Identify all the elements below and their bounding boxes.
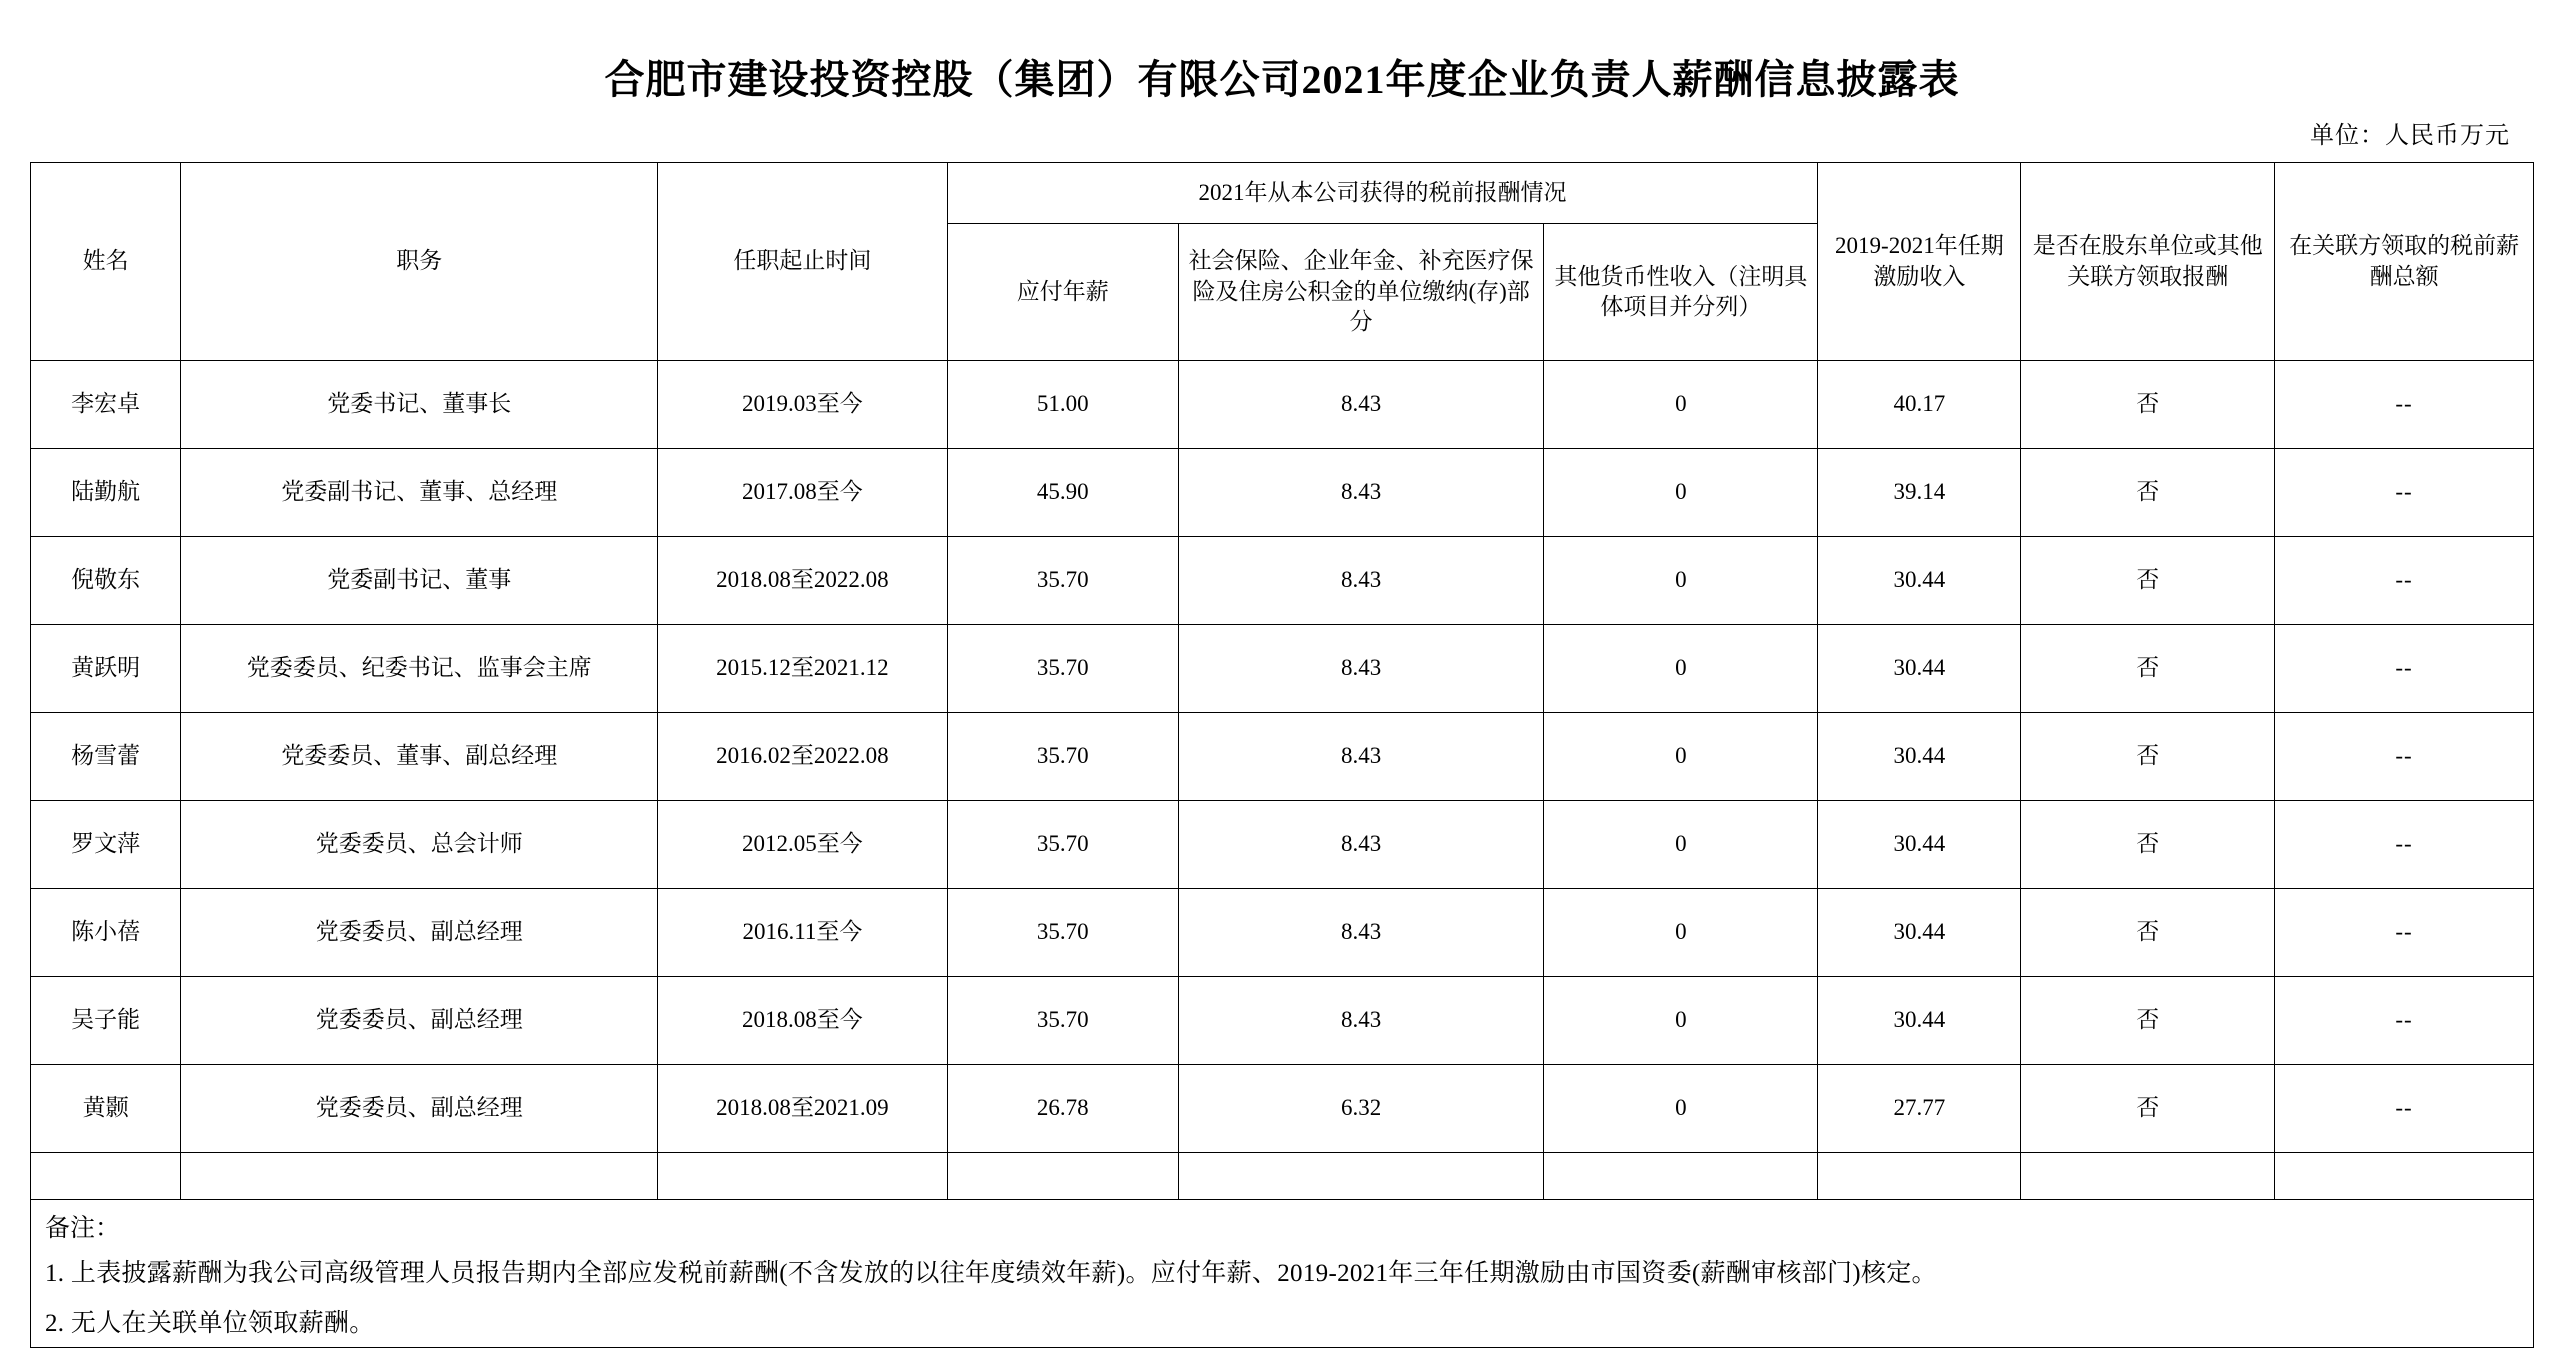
cell-name: 黄跃明	[31, 625, 181, 713]
column-header-tenure: 任职起止时间	[658, 163, 947, 361]
cell-term-incentive: 40.17	[1818, 361, 2021, 449]
cell-annual-salary: 51.00	[947, 361, 1178, 449]
cell-other-income: 0	[1544, 625, 1818, 713]
cell-blank	[31, 1153, 181, 1200]
cell-related-party-total: --	[2275, 625, 2534, 713]
cell-name: 陈小蓓	[31, 889, 181, 977]
cell-term-incentive: 27.77	[1818, 1065, 2021, 1153]
column-header-position: 职务	[181, 163, 658, 361]
note-item-2: 2. 无人在关联单位领取薪酬。	[45, 1310, 375, 1338]
column-header-insurance: 社会保险、企业年金、补充医疗保险及住房公积金的单位缴纳(存)部分	[1178, 224, 1543, 361]
cell-blank	[1818, 1153, 2021, 1200]
cell-insurance: 8.43	[1178, 625, 1543, 713]
cell-position: 党委委员、总会计师	[181, 801, 658, 889]
cell-insurance: 8.43	[1178, 889, 1543, 977]
cell-position: 党委委员、董事、副总经理	[181, 713, 658, 801]
cell-from-shareholder: 否	[2021, 625, 2275, 713]
cell-tenure: 2012.05至今	[658, 801, 947, 889]
cell-other-income: 0	[1544, 801, 1818, 889]
cell-annual-salary: 35.70	[947, 977, 1178, 1065]
cell-annual-salary: 35.70	[947, 537, 1178, 625]
cell-from-shareholder: 否	[2021, 977, 2275, 1065]
cell-from-shareholder: 否	[2021, 537, 2275, 625]
table-row	[31, 889, 2534, 977]
cell-position: 党委委员、副总经理	[181, 889, 658, 977]
cell-term-incentive: 30.44	[1818, 977, 2021, 1065]
cell-position: 党委副书记、董事、总经理	[181, 449, 658, 537]
cell-blank	[658, 1153, 947, 1200]
cell-term-incentive: 30.44	[1818, 537, 2021, 625]
column-header-related-party-total: 在关联方领取的税前薪酬总额	[2275, 163, 2534, 361]
cell-insurance: 8.43	[1178, 361, 1543, 449]
cell-other-income: 0	[1544, 449, 1818, 537]
cell-from-shareholder: 否	[2021, 801, 2275, 889]
table-row	[31, 361, 2534, 449]
table-header-row-1	[31, 163, 2534, 224]
table-row-spacer	[31, 1153, 2534, 1200]
table-row	[31, 625, 2534, 713]
cell-related-party-total: --	[2275, 801, 2534, 889]
cell-annual-salary: 35.70	[947, 625, 1178, 713]
cell-term-incentive: 30.44	[1818, 713, 2021, 801]
cell-blank	[2275, 1153, 2534, 1200]
cell-position: 党委委员、副总经理	[181, 977, 658, 1065]
cell-term-incentive: 30.44	[1818, 625, 2021, 713]
cell-other-income: 0	[1544, 1065, 1818, 1153]
cell-blank	[2021, 1153, 2275, 1200]
table-body	[31, 361, 2534, 1200]
cell-tenure: 2018.08至2022.08	[658, 537, 947, 625]
column-header-other-income: 其他货币性收入（注明具体项目并分列）	[1544, 224, 1818, 361]
cell-tenure: 2016.02至2022.08	[658, 713, 947, 801]
cell-other-income: 0	[1544, 361, 1818, 449]
cell-other-income: 0	[1544, 977, 1818, 1065]
cell-other-income: 0	[1544, 889, 1818, 977]
cell-blank	[947, 1153, 1178, 1200]
cell-name: 李宏卓	[31, 361, 181, 449]
cell-position: 党委委员、纪委书记、监事会主席	[181, 625, 658, 713]
page-title: 合肥市建设投资控股（集团）有限公司2021年度企业负责人薪酬信息披露表	[604, 57, 1960, 102]
notes-section	[30, 1200, 2534, 1348]
cell-term-incentive: 30.44	[1818, 889, 2021, 977]
cell-annual-salary: 26.78	[947, 1065, 1178, 1153]
table-row	[31, 801, 2534, 889]
cell-from-shareholder: 否	[2021, 361, 2275, 449]
cell-annual-salary: 45.90	[947, 449, 1178, 537]
cell-from-shareholder: 否	[2021, 449, 2275, 537]
table-row	[31, 1065, 2534, 1153]
notes-label: 备注：	[45, 1215, 121, 1242]
cell-related-party-total: --	[2275, 449, 2534, 537]
cell-name: 吴子能	[31, 977, 181, 1065]
cell-annual-salary: 35.70	[947, 713, 1178, 801]
unit-note: 单位：人民币万元	[2310, 123, 2510, 149]
cell-position: 党委副书记、董事	[181, 537, 658, 625]
column-header-annual-salary: 应付年薪	[947, 224, 1178, 361]
cell-related-party-total: --	[2275, 1065, 2534, 1153]
cell-name: 杨雪蕾	[31, 713, 181, 801]
column-header-term-incentive: 2019-2021年任期激励收入	[1818, 163, 2021, 361]
table-row	[31, 713, 2534, 801]
cell-name: 陆勤航	[31, 449, 181, 537]
table-row	[31, 977, 2534, 1065]
cell-insurance: 8.43	[1178, 977, 1543, 1065]
cell-from-shareholder: 否	[2021, 889, 2275, 977]
table-row	[31, 449, 2534, 537]
cell-position: 党委委员、副总经理	[181, 1065, 658, 1153]
cell-related-party-total: --	[2275, 977, 2534, 1065]
cell-related-party-total: --	[2275, 361, 2534, 449]
cell-blank	[181, 1153, 658, 1200]
cell-blank	[1544, 1153, 1818, 1200]
cell-term-incentive: 39.14	[1818, 449, 2021, 537]
cell-blank	[1178, 1153, 1543, 1200]
cell-tenure: 2016.11至今	[658, 889, 947, 977]
cell-term-incentive: 30.44	[1818, 801, 2021, 889]
cell-insurance: 8.43	[1178, 713, 1543, 801]
table-row	[31, 537, 2534, 625]
cell-insurance: 8.43	[1178, 537, 1543, 625]
cell-related-party-total: --	[2275, 713, 2534, 801]
cell-tenure: 2018.08至2021.09	[658, 1065, 947, 1153]
cell-name: 黄颢	[31, 1065, 181, 1153]
cell-related-party-total: --	[2275, 889, 2534, 977]
note-item-1: 1. 上表披露薪酬为我公司高级管理人员报告期内全部应发税前薪酬(不含发放的以往年度绩效年薪)。应付年薪、2019-2021年三年任期激励由市国资委(薪酬审核部门)核定。	[45, 1260, 1937, 1287]
cell-tenure: 2019.03至今	[658, 361, 947, 449]
cell-tenure: 2017.08至今	[658, 449, 947, 537]
cell-annual-salary: 35.70	[947, 889, 1178, 977]
cell-other-income: 0	[1544, 537, 1818, 625]
column-header-name: 姓名	[31, 163, 181, 361]
cell-tenure: 2015.12至2021.12	[658, 625, 947, 713]
cell-annual-salary: 35.70	[947, 801, 1178, 889]
column-header-group-pretax: 2021年从本公司获得的税前报酬情况	[947, 163, 1818, 224]
cell-from-shareholder: 否	[2021, 713, 2275, 801]
salary-disclosure-table	[30, 162, 2534, 1200]
cell-position: 党委书记、董事长	[181, 361, 658, 449]
cell-name: 罗文萍	[31, 801, 181, 889]
cell-tenure: 2018.08至今	[658, 977, 947, 1065]
cell-from-shareholder: 否	[2021, 1065, 2275, 1153]
cell-insurance: 6.32	[1178, 1065, 1543, 1153]
column-header-from-shareholder: 是否在股东单位或其他关联方领取报酬	[2021, 163, 2275, 361]
cell-related-party-total: --	[2275, 537, 2534, 625]
cell-name: 倪敬东	[31, 537, 181, 625]
cell-insurance: 8.43	[1178, 801, 1543, 889]
cell-other-income: 0	[1544, 713, 1818, 801]
cell-insurance: 8.43	[1178, 449, 1543, 537]
